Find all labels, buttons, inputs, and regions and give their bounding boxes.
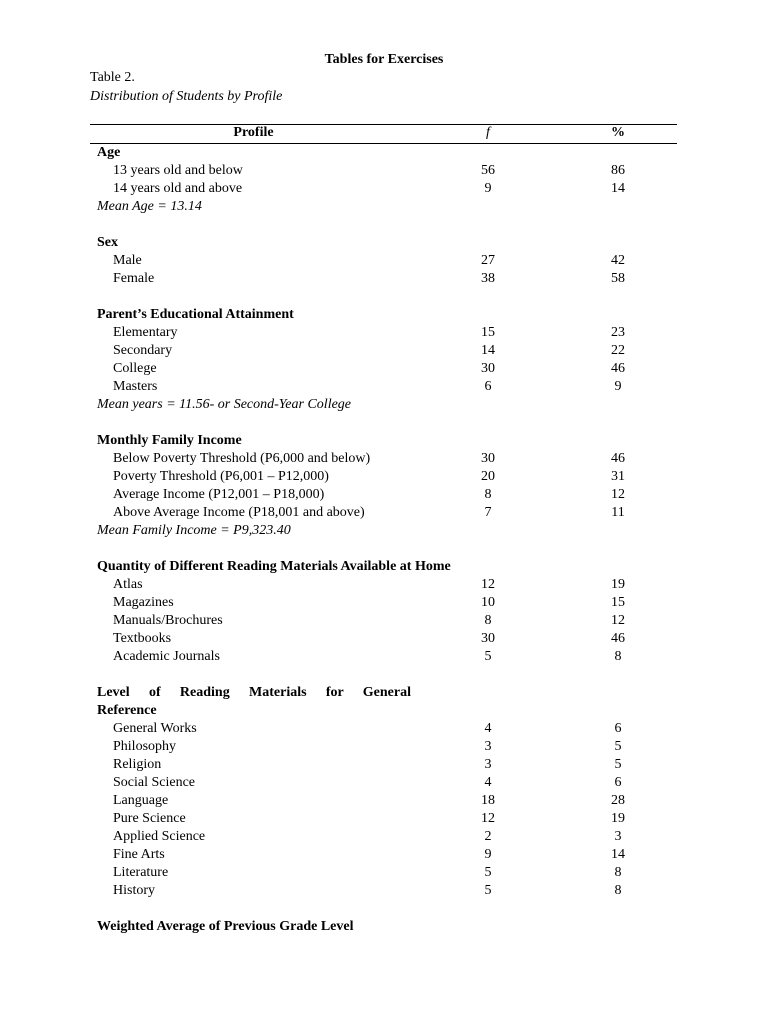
- row-label: Textbooks: [113, 631, 172, 646]
- row-percent: 11: [611, 505, 625, 520]
- row-frequency: 12: [481, 811, 495, 826]
- row-label: Religion: [113, 757, 162, 772]
- row-percent: 19: [611, 811, 625, 826]
- row-frequency: 5: [484, 649, 492, 664]
- section-spacer: [90, 900, 677, 918]
- row-frequency: 8: [484, 613, 492, 628]
- table-row: [90, 378, 677, 396]
- row-percent: 5: [614, 739, 622, 754]
- section-heading-weighted-average: Weighted Average of Previous Grade Level: [97, 919, 354, 934]
- row-label: Female: [113, 271, 155, 286]
- row-frequency: 8: [484, 487, 492, 502]
- row-frequency: 30: [481, 361, 495, 376]
- section-spacer: [90, 540, 677, 558]
- row-frequency: 5: [484, 865, 492, 880]
- table-row: [90, 774, 677, 792]
- table-row: [90, 576, 677, 594]
- row-frequency: 12: [481, 577, 495, 592]
- row-label: Manuals/Brochures: [113, 613, 223, 628]
- section-spacer: [90, 216, 677, 234]
- row-percent: 28: [611, 793, 625, 808]
- heading-line: Reference: [97, 703, 157, 718]
- row-percent: 14: [611, 847, 625, 862]
- row-percent: 8: [614, 883, 622, 898]
- row-frequency: 2: [484, 829, 492, 844]
- row-percent: 9: [614, 379, 622, 394]
- row-percent: 23: [611, 325, 625, 340]
- row-label: Masters: [113, 379, 158, 394]
- table-row: [90, 342, 677, 360]
- row-label: Secondary: [113, 343, 173, 358]
- row-frequency: 30: [481, 451, 495, 466]
- row-percent: 22: [611, 343, 625, 358]
- row-label: Above Average Income (P18,001 and above): [113, 505, 365, 520]
- row-label: Academic Journals: [113, 649, 220, 664]
- row-percent: 8: [614, 649, 622, 664]
- row-label: 14 years old and above: [113, 181, 243, 196]
- mean-family-income: Mean Family Income = P9,323.40: [97, 523, 291, 538]
- table-row: [90, 612, 677, 630]
- row-frequency: 38: [481, 271, 495, 286]
- row-frequency: 4: [484, 775, 492, 790]
- table-row: [90, 630, 677, 648]
- row-frequency: 27: [481, 253, 495, 268]
- row-percent: 5: [614, 757, 622, 772]
- mean-age: Mean Age = 13.14: [97, 199, 202, 214]
- row-percent: 19: [611, 577, 625, 592]
- table-row: [90, 360, 677, 378]
- row-percent: 46: [611, 631, 625, 646]
- row-frequency: 5: [484, 883, 492, 898]
- table-row: [90, 162, 677, 180]
- row-label: General Works: [113, 721, 197, 736]
- table-row: [90, 252, 677, 270]
- row-label: Elementary: [113, 325, 178, 340]
- table-row: [90, 792, 677, 810]
- section-heading-general-reference: [90, 684, 411, 720]
- row-frequency: 4: [484, 721, 492, 736]
- row-percent: 3: [614, 829, 622, 844]
- row-frequency: 6: [484, 379, 492, 394]
- table-row: [90, 810, 677, 828]
- table-row: [90, 882, 677, 900]
- row-percent: 12: [611, 487, 625, 502]
- row-label: 13 years old and below: [113, 163, 243, 178]
- section-spacer: [90, 666, 677, 684]
- section-heading-income: Monthly Family Income: [97, 433, 242, 448]
- row-label: College: [113, 361, 157, 376]
- table-row: [90, 486, 677, 504]
- table-row: [90, 180, 677, 198]
- row-percent: 6: [614, 775, 622, 790]
- table-row: [90, 738, 677, 756]
- row-percent: 42: [611, 253, 625, 268]
- row-label: Atlas: [113, 577, 143, 592]
- column-header-percent: %: [611, 125, 625, 140]
- table-row: [90, 324, 677, 342]
- row-percent: 12: [611, 613, 625, 628]
- row-label: Literature: [113, 865, 169, 880]
- section-spacer: [90, 288, 677, 306]
- table-row: [90, 756, 677, 774]
- row-percent: 46: [611, 361, 625, 376]
- column-header-frequency: f: [486, 125, 490, 140]
- table-row: [90, 468, 677, 486]
- heading-line: Level of Reading Materials for General: [97, 685, 411, 700]
- table-label: Table 2.: [90, 70, 135, 85]
- table-row: [90, 450, 677, 468]
- row-label: Pure Science: [113, 811, 186, 826]
- row-label: Male: [113, 253, 142, 268]
- mean-years: Mean years = 11.56- or Second-Year College: [97, 397, 352, 412]
- row-frequency: 14: [481, 343, 495, 358]
- page-title: Tables for Exercises: [324, 52, 444, 67]
- row-frequency: 10: [481, 595, 495, 610]
- row-percent: 14: [611, 181, 625, 196]
- table-body: [90, 144, 677, 936]
- row-percent: 8: [614, 865, 622, 880]
- row-frequency: 9: [484, 847, 492, 862]
- row-label: Applied Science: [113, 829, 206, 844]
- row-frequency: 15: [481, 325, 495, 340]
- column-header-profile: Profile: [233, 125, 274, 140]
- table-row: [90, 504, 677, 522]
- row-label: Magazines: [113, 595, 174, 610]
- row-label: Language: [113, 793, 169, 808]
- row-percent: 6: [614, 721, 622, 736]
- row-label: History: [113, 883, 155, 898]
- row-percent: 86: [611, 163, 625, 178]
- section-heading-reading-materials: Quantity of Different Reading Materials Available at Home: [97, 559, 451, 574]
- table-row: [90, 648, 677, 666]
- table-row: [90, 270, 677, 288]
- section-spacer: [90, 414, 677, 432]
- row-label: Poverty Threshold (P6,001 – P12,000): [113, 469, 329, 484]
- row-frequency: 9: [484, 181, 492, 196]
- row-frequency: 30: [481, 631, 495, 646]
- table-row: [90, 864, 677, 882]
- section-heading-parent-education: Parent’s Educational Attainment: [97, 307, 294, 322]
- table-row: [90, 720, 677, 738]
- row-label: Fine Arts: [113, 847, 165, 862]
- row-frequency: 7: [484, 505, 492, 520]
- table-row: [90, 828, 677, 846]
- row-frequency: 3: [484, 757, 492, 772]
- row-label: Social Science: [113, 775, 196, 790]
- table-row: [90, 594, 677, 612]
- row-label: Average Income (P12,001 – P18,000): [113, 487, 325, 502]
- section-heading-age: Age: [97, 145, 121, 160]
- section-heading-sex: Sex: [97, 235, 118, 250]
- table-row: [90, 846, 677, 864]
- row-frequency: 20: [481, 469, 495, 484]
- row-frequency: 56: [481, 163, 495, 178]
- row-frequency: 3: [484, 739, 492, 754]
- row-percent: 31: [611, 469, 625, 484]
- row-percent: 58: [611, 271, 625, 286]
- row-frequency: 18: [481, 793, 495, 808]
- row-percent: 46: [611, 451, 625, 466]
- row-percent: 15: [611, 595, 625, 610]
- row-label: Below Poverty Threshold (P6,000 and below): [113, 451, 371, 466]
- table-caption: Distribution of Students by Profile: [90, 89, 283, 104]
- row-label: Philosophy: [113, 739, 177, 754]
